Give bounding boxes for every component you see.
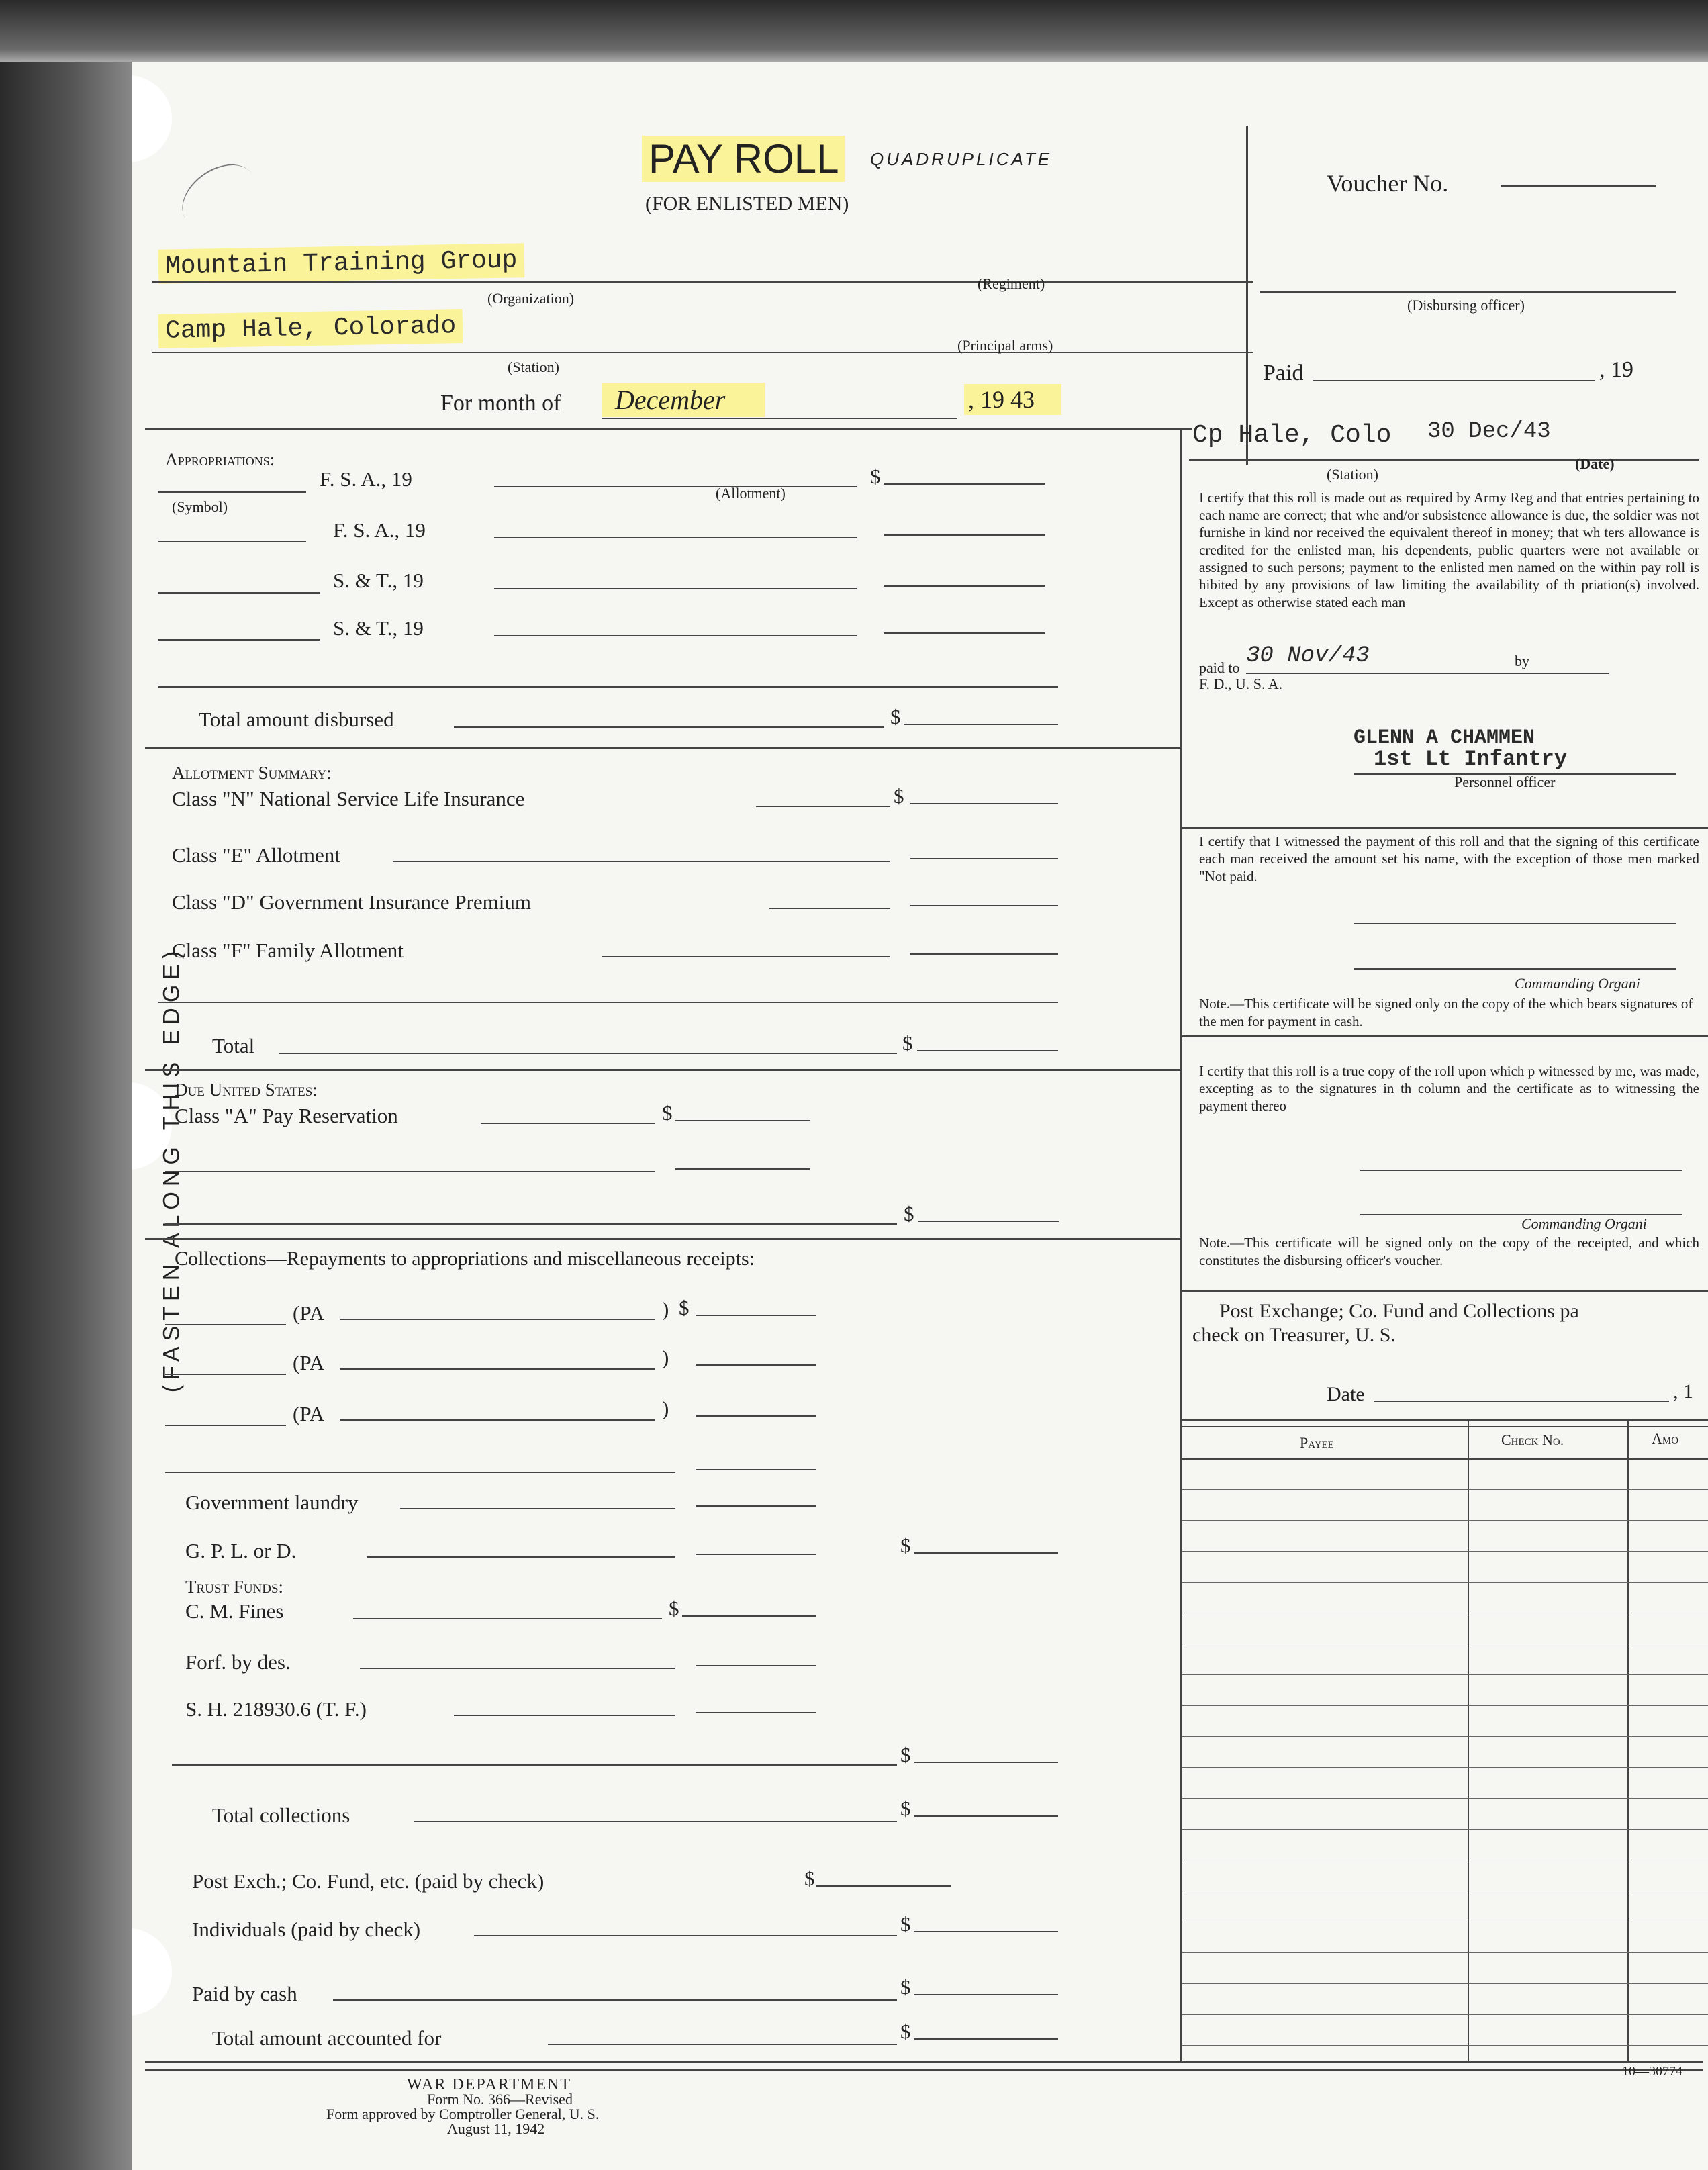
payee-column-header: Payee — [1300, 1434, 1334, 1451]
amount-column-header: Amo — [1652, 1430, 1679, 1447]
month-label: For month of — [440, 391, 561, 416]
cert1-officer-caption: Personnel officer — [1454, 773, 1556, 790]
cert2-sign-line-1 — [1354, 923, 1676, 924]
top-edge-shadow — [0, 0, 1708, 62]
pa-amount-2 — [696, 1364, 816, 1366]
due-us-total-amount — [918, 1221, 1059, 1222]
pa-close-1: ) — [662, 1297, 669, 1321]
approp-amount-line-2 — [884, 534, 1045, 536]
payee-table-top-rule-2 — [1182, 1426, 1708, 1427]
collection-sh: S. H. 218930.6 (T. F.) — [185, 1697, 367, 1721]
allotment-total-line — [279, 1053, 897, 1054]
punch-hole-bottom — [132, 1928, 172, 2016]
total-collections-label: Total collections — [212, 1803, 350, 1827]
cert2-note: Note.—This certificate will be signed only on the copy of the which bears signatures of the men for payment in cash. — [1199, 996, 1693, 1029]
allotment-row-n-amount — [910, 803, 1058, 804]
allotment-row-f-amount — [910, 953, 1058, 955]
cert1-station-caption: (Station) — [1327, 466, 1378, 483]
payee-table-row — [1182, 1674, 1708, 1675]
approp-symbol-line-3 — [158, 592, 320, 594]
pa-row-3: (PA — [293, 1402, 325, 1425]
pa-amount-3 — [696, 1415, 816, 1417]
cert1-paid-to-value: 30 Nov/43 — [1246, 643, 1370, 669]
forf-amount — [696, 1665, 816, 1666]
cert1-date-caption: (Date) — [1575, 455, 1615, 472]
allotment-total-label: Total — [212, 1034, 255, 1057]
cert2-text: I certify that I witnessed the payment of this roll and that the signing of this certificate each man received the amount set his name, with the exception of those men marked "Not paid. — [1199, 833, 1699, 884]
approp-amount-line-1 — [884, 483, 1045, 485]
allotment-row-e-line — [393, 861, 890, 862]
due-us-row: Class "A" Pay Reservation — [175, 1104, 398, 1127]
organization-value: Mountain Training Group — [158, 243, 524, 283]
cert1-date-value: 30 Dec/43 — [1427, 419, 1551, 444]
pa-line-2-left — [165, 1374, 286, 1375]
symbol-caption: (Symbol) — [172, 498, 228, 515]
approp-symbol-line-1 — [158, 491, 306, 493]
paid-cash-line — [333, 1999, 897, 2001]
voucher-divider — [1246, 126, 1248, 465]
footer-date: August 11, 1942 — [447, 2120, 545, 2137]
form-title: PAY ROLL — [642, 136, 845, 182]
dollar-sign: $ — [894, 784, 904, 808]
allotment-blank-line — [158, 1002, 1058, 1003]
voucher-line — [1501, 185, 1656, 187]
footer-form-code: 10—30774 — [1622, 2064, 1682, 2079]
allotment-caption: (Allotment) — [716, 485, 786, 502]
post-exchange-text-1: Post Exchange; Co. Fund and Collections pa — [1219, 1300, 1579, 1322]
fasten-edge-label: (FASTEN ALONG THIS EDGE) — [158, 945, 185, 1393]
approp-row-4: S. & T., 19 — [333, 616, 424, 640]
collections-blank-2 — [172, 1764, 897, 1766]
payee-table-row — [1182, 1736, 1708, 1737]
station-line — [152, 352, 1253, 353]
due-us-row-amount — [675, 1120, 810, 1121]
pa-line-2 — [340, 1368, 655, 1370]
approp-symbol-line-4 — [158, 639, 320, 641]
pa-amount-1 — [696, 1315, 816, 1316]
section-rule-3 — [145, 1238, 1182, 1240]
allotment-summary-heading: Allotment Summary: — [172, 763, 332, 783]
year-value: , 19 43 — [964, 384, 1061, 415]
cert1-by-label: by — [1515, 653, 1529, 669]
payee-header-rule — [1182, 1458, 1708, 1460]
post-exchange-date-label: Date — [1327, 1383, 1365, 1405]
dollar-sign: $ — [890, 705, 901, 728]
trust-funds-heading: Trust Funds: — [185, 1576, 284, 1597]
dollar-sign: $ — [900, 1743, 911, 1766]
regiment-caption: (Regiment) — [978, 275, 1045, 292]
individuals-line — [474, 1935, 897, 1936]
cert3-sign-line-1 — [1360, 1170, 1682, 1171]
allotment-row-n-line — [756, 806, 890, 807]
footer-dept: WAR DEPARTMENT — [407, 2076, 572, 2093]
govt-laundry-amount — [696, 1505, 816, 1507]
approp-row-1: F. S. A., 19 — [320, 467, 412, 491]
individuals-amount — [914, 1931, 1058, 1932]
voucher-label: Voucher No. — [1327, 170, 1449, 197]
column-divider — [1180, 428, 1182, 2063]
pa-line-3-left — [165, 1425, 286, 1426]
payee-table-row — [1182, 1520, 1708, 1521]
individuals-label: Individuals (paid by check) — [192, 1918, 421, 1941]
cert1-station-value: Cp Hale, Colo — [1192, 421, 1392, 450]
dollar-sign: $ — [900, 1534, 911, 1557]
sh-amount — [696, 1712, 816, 1713]
cm-fines-amount — [682, 1615, 816, 1617]
punch-hole-top — [132, 75, 172, 162]
total-accounted-line — [548, 2044, 897, 2045]
approp-allot-line-3 — [494, 588, 857, 589]
main-top-rule — [145, 428, 1192, 430]
dollar-sign: $ — [870, 465, 881, 488]
bottom-rule-1 — [145, 2061, 1703, 2063]
cert3-text: I certify that this roll is a true copy of the roll upon which p witnessed by me, was made, excepting as to the signatures in th column and the certificate as to witnessing the payment thereo — [1199, 1063, 1699, 1114]
month-line — [602, 418, 957, 419]
gpl-amount — [696, 1554, 816, 1555]
payee-table-row — [1182, 1489, 1708, 1490]
paid-cash-label: Paid by cash — [192, 1982, 297, 2006]
due-us-blank-2 — [165, 1223, 897, 1225]
dollar-sign: $ — [904, 1202, 914, 1225]
total-disbursed-label: Total amount disbursed — [199, 708, 394, 731]
total-accounted-label: Total amount accounted for — [212, 2026, 442, 2050]
right-rule-1 — [1182, 827, 1708, 829]
approp-allot-line-2 — [494, 537, 857, 538]
cert2-caption: Commanding Organi — [1515, 975, 1640, 992]
dollar-sign: $ — [679, 1296, 690, 1319]
collection-cm-fines: C. M. Fines — [185, 1599, 284, 1623]
payee-table-top-rule — [1182, 1419, 1708, 1421]
allotment-total-amount — [917, 1050, 1058, 1051]
paid-cash-amount — [914, 1994, 1058, 1995]
cert1-officer-rank: 1st Lt Infantry — [1374, 747, 1568, 771]
payee-table-row — [1182, 1767, 1708, 1768]
section-rule-2 — [145, 1069, 1182, 1071]
allotment-row-e: Class "E" Allotment — [172, 843, 340, 867]
station-caption: (Station) — [508, 359, 559, 375]
payee-table-row — [1182, 1551, 1708, 1552]
pa-row-2: (PA — [293, 1351, 325, 1374]
section-rule-1 — [145, 747, 1182, 749]
organization-caption: (Organization) — [487, 290, 575, 307]
dollar-sign: $ — [804, 1867, 815, 1890]
total-disbursed-amount-line — [904, 724, 1058, 725]
payee-table-row — [1182, 1582, 1708, 1583]
dollar-sign: $ — [902, 1031, 913, 1055]
disbursing-line — [1260, 291, 1676, 293]
approp-symbol-line-2 — [158, 541, 306, 542]
approp-blank-line — [158, 686, 1058, 688]
dollar-sign: $ — [669, 1597, 679, 1620]
disbursing-caption: (Disbursing officer) — [1407, 297, 1525, 314]
approp-row-2: F. S. A., 19 — [333, 518, 426, 542]
approp-amount-line-4 — [884, 632, 1045, 634]
cert2-sign-line-2 — [1354, 968, 1676, 970]
total-disbursed-line — [454, 726, 884, 728]
dollar-sign: $ — [900, 1797, 911, 1820]
organization-line — [152, 281, 1253, 283]
total-collections-amount — [914, 1815, 1058, 1817]
post-exchange-date-year: , 1 — [1673, 1380, 1693, 1403]
cert1-text: I certify that this roll is made out as required by Army Reg and that entries pertaining to each name are correct; that whe and/or subsistence allowance is due, the soldier was not furnishe in kind nor received the equivalent thereof in money; that wh ters allowance is credited for the enlisted man, his dependents, public quarters were not available or assigned to such persons; payment to the enlisted men named on the within pay roll is hibited by any provisions of law limiting the availability of th priation(s) involved. Except as otherwise stated each man — [1199, 489, 1699, 610]
pa-close-2: ) — [662, 1346, 669, 1369]
paid-line — [1313, 380, 1595, 381]
govt-laundry-line — [400, 1508, 675, 1509]
due-us-heading: Due United States: — [175, 1080, 318, 1100]
cert1-officer-name: GLENN A CHAMMEN — [1354, 726, 1535, 749]
allotment-row-d-line — [769, 908, 890, 909]
gpl-line — [367, 1556, 675, 1558]
due-us-blank-1 — [165, 1171, 655, 1172]
payee-table-row — [1182, 2014, 1708, 2015]
cert3-caption: Commanding Organi — [1521, 1215, 1647, 1232]
due-us-row-line — [481, 1123, 655, 1124]
cert1-paid-to-label: paid to — [1199, 659, 1240, 676]
payee-col-divider-1 — [1468, 1419, 1469, 2061]
dollar-sign: $ — [900, 2020, 911, 2043]
post-exch-label: Post Exch.; Co. Fund, etc. (paid by check) — [192, 1869, 544, 1893]
paid-label: Paid — [1263, 361, 1304, 385]
approp-allot-line-4 — [494, 635, 857, 636]
approp-allot-line-1 — [494, 486, 857, 487]
total-accounted-amount — [914, 2038, 1058, 2040]
payee-col-divider-2 — [1627, 1419, 1629, 2061]
collections-blank-2-amount — [914, 1762, 1058, 1763]
month-value: December — [602, 383, 765, 417]
collection-forf: Forf. by des. — [185, 1650, 291, 1674]
payee-table-row — [1182, 1829, 1708, 1830]
payee-table-row — [1182, 2045, 1708, 2046]
appropriations-heading: Appropriations: — [165, 450, 275, 469]
allotment-row-n: Class "N" National Service Life Insurance — [172, 787, 525, 810]
pa-close-3: ) — [662, 1397, 669, 1420]
payee-table-row — [1182, 1952, 1708, 1953]
footer-form: Form No. 366—Revised — [427, 2091, 573, 2108]
margin-pencil-mark — [170, 151, 267, 242]
dollar-sign: $ — [900, 1912, 911, 1936]
cert1-paid-to-line — [1246, 673, 1609, 674]
pa-line-1-left — [165, 1324, 286, 1325]
principal-arms-caption: (Principal arms) — [957, 337, 1053, 354]
collections-blank-1-amount — [696, 1469, 816, 1470]
post-exchange-date-line — [1374, 1401, 1669, 1402]
paid-year: , 19 — [1599, 357, 1633, 382]
approp-amount-line-3 — [884, 585, 1045, 587]
bottom-rule-2 — [145, 2069, 1703, 2071]
approp-row-3: S. & T., 19 — [333, 569, 424, 592]
allotment-row-d: Class "D" Government Insurance Premium — [172, 890, 531, 914]
collection-gpl: G. P. L. or D. — [185, 1539, 297, 1562]
pa-line-3 — [340, 1419, 655, 1421]
allotment-row-d-amount — [910, 905, 1058, 906]
gpl-total-amount — [914, 1552, 1058, 1554]
dollar-sign: $ — [662, 1101, 673, 1125]
forf-line — [360, 1668, 675, 1669]
sh-line — [454, 1715, 675, 1716]
cert3-note: Note.—This certificate will be signed only on the copy of the receipted, and which constitutes the disbursing officer's voucher. — [1199, 1235, 1699, 1268]
right-rule-2 — [1182, 1035, 1708, 1037]
pa-line-1 — [340, 1319, 655, 1320]
due-us-blank-1-amount — [675, 1168, 810, 1170]
allotment-row-f-line — [602, 956, 890, 957]
collection-govt-laundry: Government laundry — [185, 1491, 359, 1514]
post-exch-amount — [816, 1885, 951, 1887]
pa-row-1: (PA — [293, 1301, 325, 1325]
payee-table-row — [1182, 1983, 1708, 1984]
total-collections-line — [414, 1821, 897, 1822]
footer-approved: Form approved by Comptroller General, U. S. — [326, 2106, 600, 2122]
pay-roll-form — [132, 62, 1708, 2170]
right-rule-3 — [1182, 1290, 1708, 1292]
allotment-row-e-amount — [910, 858, 1058, 859]
payee-table-row — [1182, 1798, 1708, 1799]
collections-heading: Collections—Repayments to appropriations and miscellaneous receipts: — [175, 1247, 755, 1270]
allotment-row-f: Class "F" Family Allotment — [172, 939, 404, 962]
cm-fines-line — [353, 1618, 662, 1619]
payee-table-row — [1182, 1705, 1708, 1706]
form-subtitle: (FOR ENLISTED MEN) — [645, 193, 849, 215]
binder-margin — [0, 0, 132, 2170]
copy-mark: QUADRUPLICATE — [870, 149, 1053, 169]
cert1-fd-label: F. D., U. S. A. — [1199, 675, 1283, 692]
collections-blank-1 — [165, 1472, 675, 1473]
dollar-sign: $ — [900, 1975, 911, 1999]
post-exchange-text-2: check on Treasurer, U. S. — [1192, 1324, 1396, 1346]
cert1-station-line — [1189, 459, 1699, 461]
station-value: Camp Hale, Colorado — [158, 309, 463, 348]
check-no-column-header: Check No. — [1501, 1431, 1564, 1448]
